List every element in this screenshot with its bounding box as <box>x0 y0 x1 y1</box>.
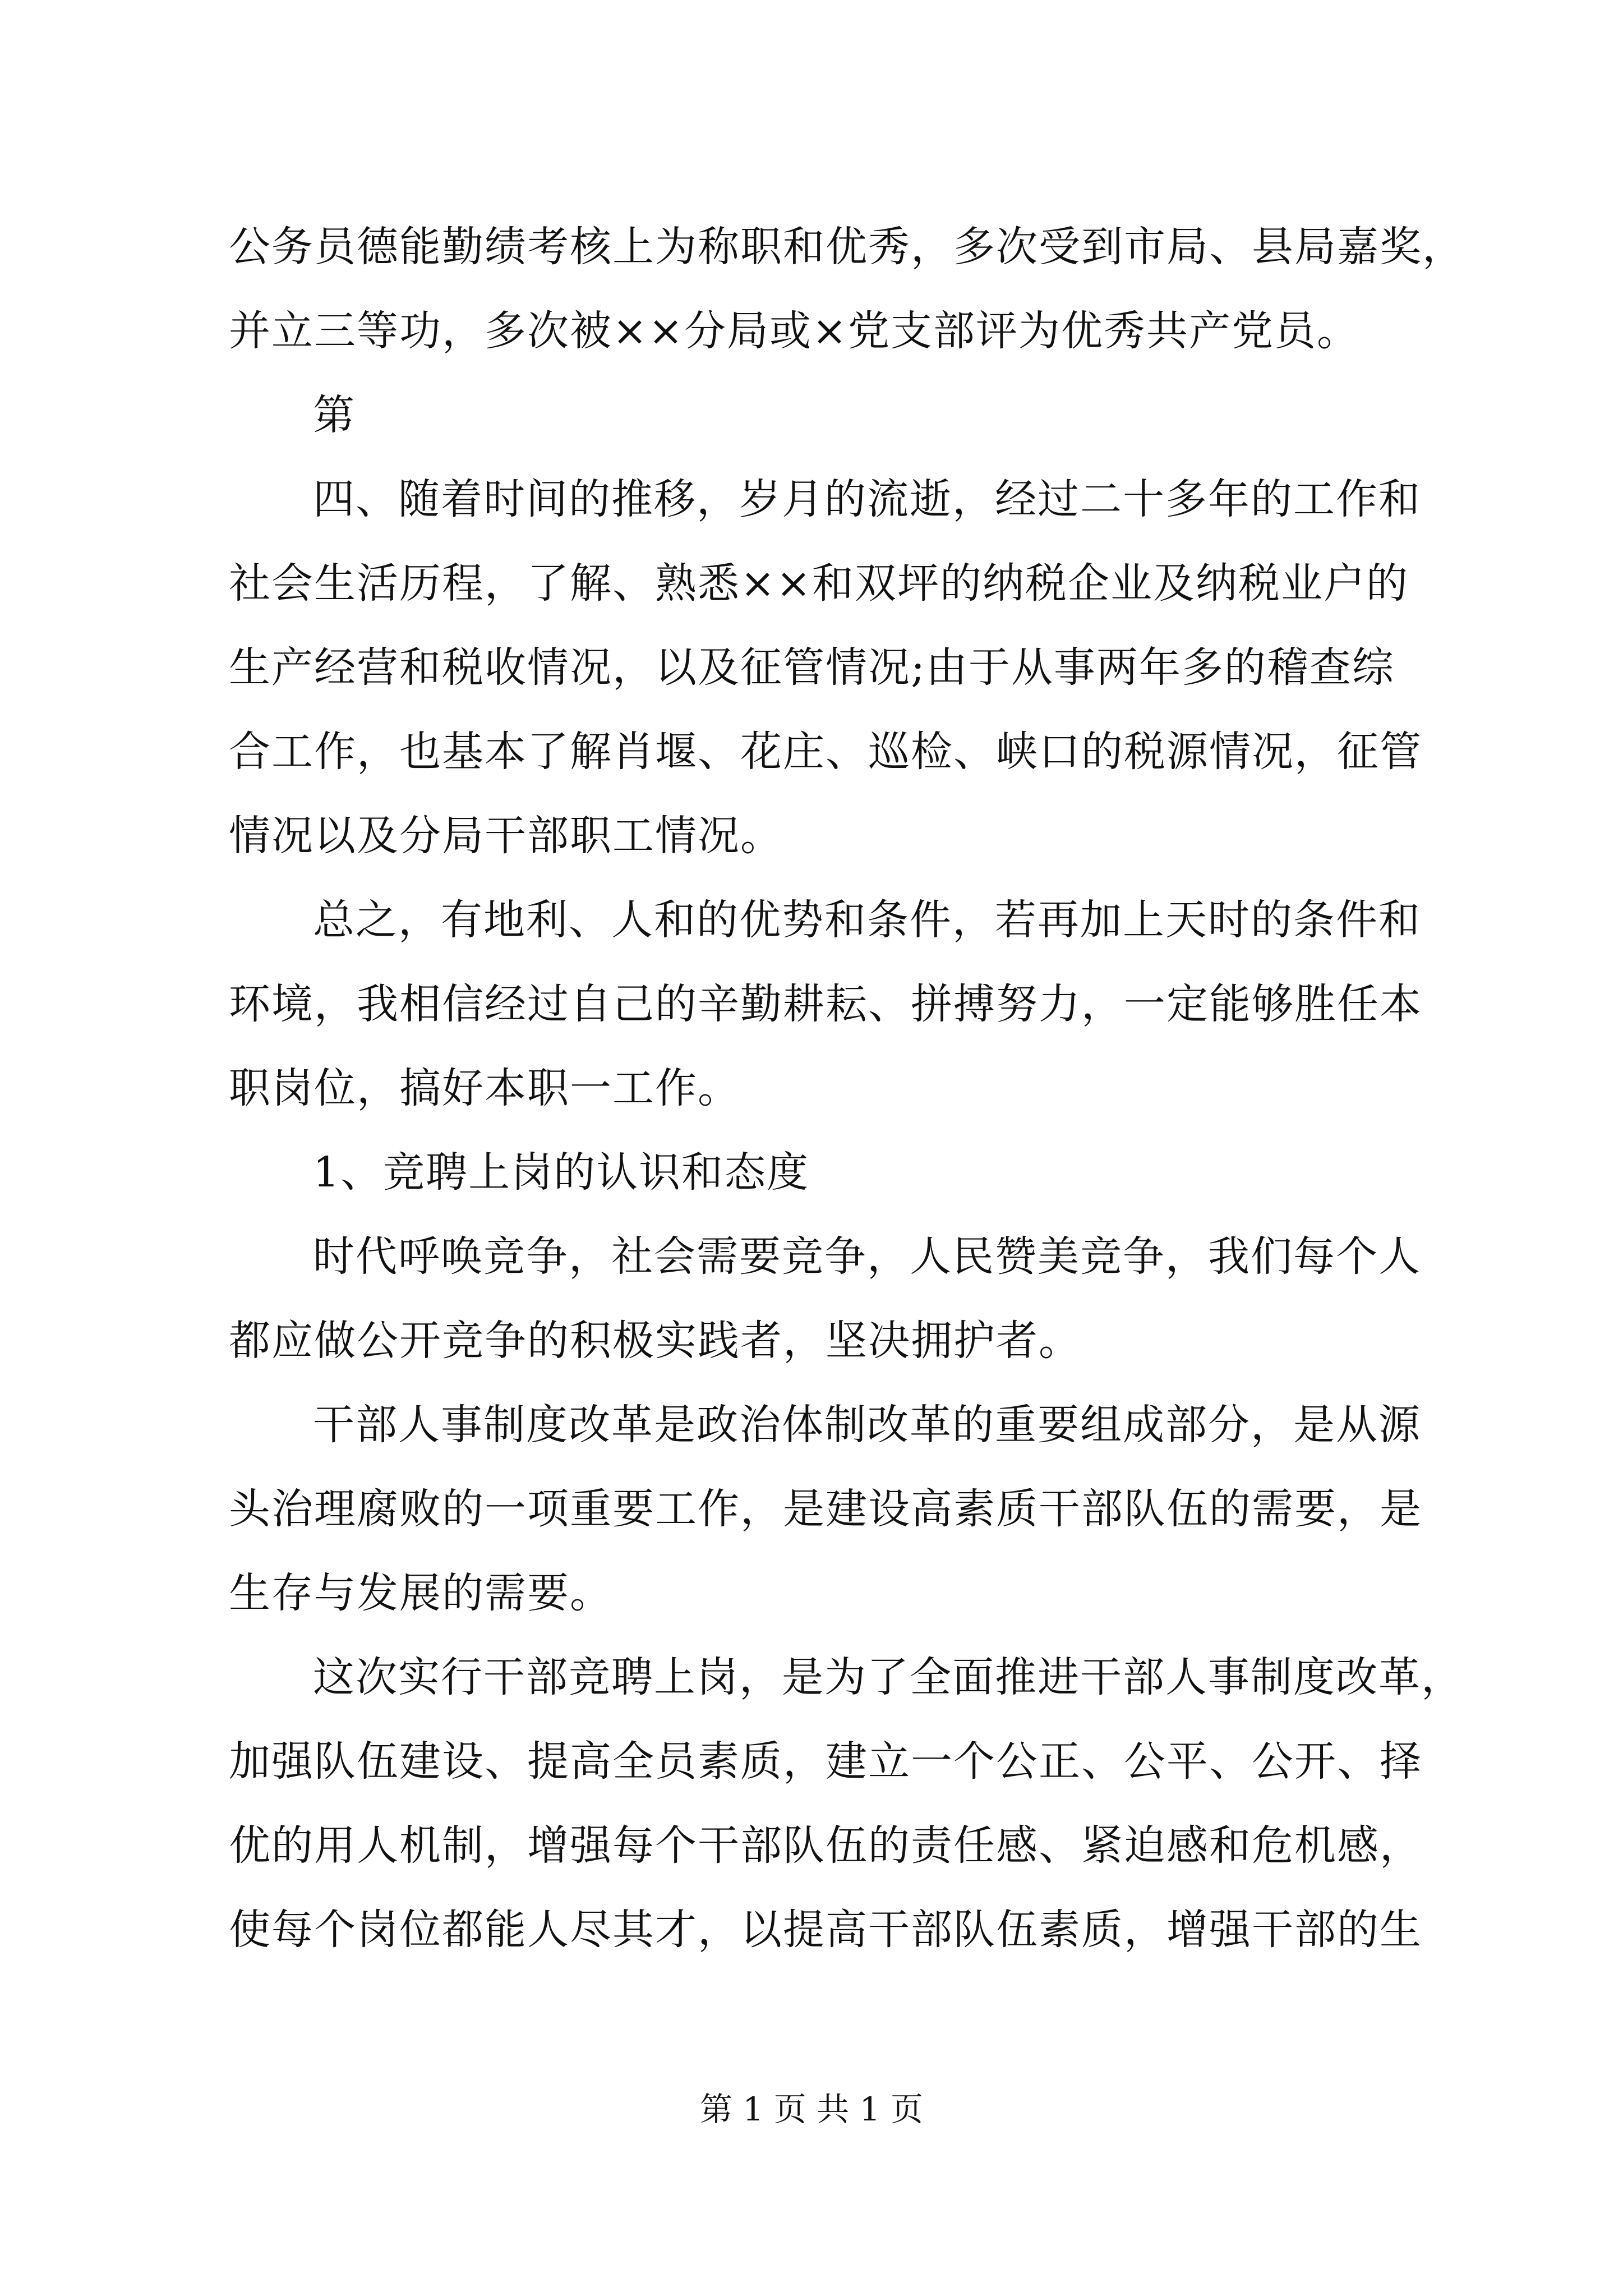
text-line: 生产经营和税收情况，以及征管情况;由于从事两年多的稽查综 <box>229 643 1395 692</box>
text-line: 四、随着时间的推移，岁月的流逝，经过二十多年的工作和 <box>313 475 1421 523</box>
text-line: 生存与发展的需要。 <box>229 1569 612 1617</box>
text-line: 合工作，也基本了解肖堰、花庄、巡检、峡口的税源情况，征管 <box>229 728 1422 776</box>
text-line: 头治理腐败的一项重要工作，是建设高素质干部队伍的需要，是 <box>229 1485 1422 1533</box>
section-heading: 1、竞聘上岗的认识和态度 <box>313 1148 810 1197</box>
text-line: 时代呼唤竞争，社会需要竞争，人民赞美竞争，我们每个人 <box>313 1232 1421 1281</box>
text-line: 加强队伍建设、提高全员素质，建立一个公正、公平、公开、择 <box>229 1737 1422 1786</box>
text-line: 社会生活历程，了解、熟悉××和双坪的纳税企业及纳税业户的 <box>229 559 1409 608</box>
page-footer <box>0 2087 1623 2132</box>
page-number-label: 第 1 页 共 1 页 <box>700 2090 923 2128</box>
text-line: 环境，我相信经过自己的辛勤耕耘、拼搏努力，一定能够胜任本 <box>229 980 1422 1028</box>
text-line: 干部人事制度改革是政治体制改革的重要组成部分，是从源 <box>313 1401 1421 1449</box>
text-line: 职岗位，搞好本职一工作。 <box>229 1064 740 1112</box>
text-line: 情况以及分局干部职工情况。 <box>229 812 783 860</box>
text-line: 这次实行干部竞聘上岗，是为了全面推进干部人事制度改革， <box>313 1653 1464 1701</box>
text-line: 都应做公开竞争的积极实践者，坚决拥护者。 <box>229 1317 1081 1365</box>
text-line: 总之，有地利、人和的优势和条件，若再加上天时的条件和 <box>313 896 1421 944</box>
document-body <box>229 205 1465 1972</box>
text-line: 优的用人机制，增强每个干部队伍的责任感、紧迫感和危机感， <box>229 1821 1422 1870</box>
text-line: 并立三等功，多次被××分局或×党支部评为优秀共产党员。 <box>229 307 1360 355</box>
text-line: 公务员德能勤绩考核上为称职和优秀，多次受到市局、县局嘉奖， <box>229 223 1465 271</box>
text-line: 使每个岗位都能人尽其才，以提高干部队伍素质，增强干部的生 <box>229 1906 1422 1954</box>
text-line: 第 <box>313 391 356 439</box>
